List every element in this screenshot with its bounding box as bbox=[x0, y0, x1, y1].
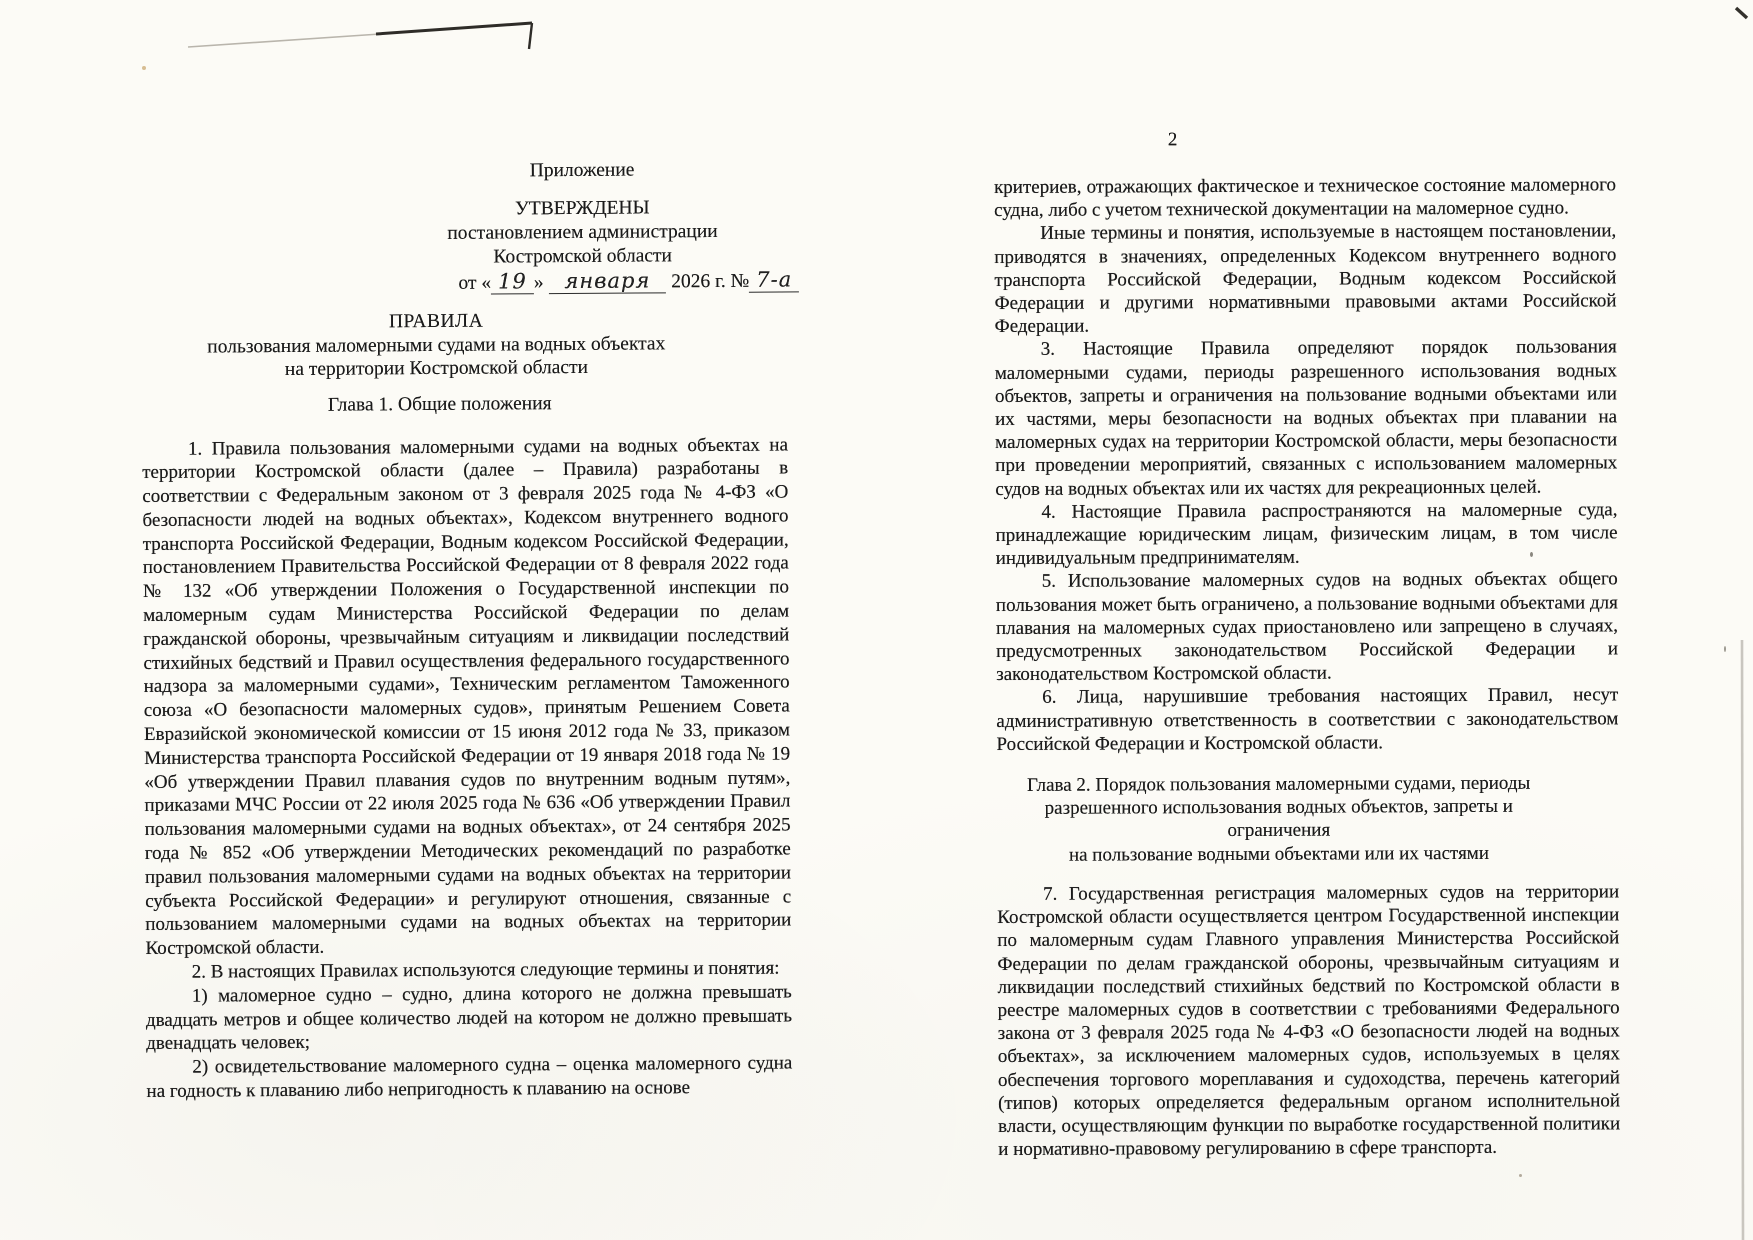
scan-artifact-top-right-tick bbox=[1700, 0, 1753, 30]
handwritten-month: января bbox=[564, 268, 651, 294]
paragraph-3: 3. Настоящие Правила определяют порядок пользования маломерными судами, периоды разрешенного использования водных объектов, запреты и ограничения на пользование водными объектами или их частями, меры безопасности на водных объектах при плавании на маломерных судах на территории Костромской области, меры безопасности при проведении мероприятий, связанных с использованием маломерных судов на водных объектах или их частях для рекреационных целей. bbox=[994, 336, 1618, 500]
paragraph-4: 4. Настоящие Правила распространяются на маломерные суда, принадлежащие юридическим лицам, физическим лицам, в том числе индивидуальным предпринимателям. bbox=[995, 499, 1618, 570]
paragraph-2: 2. В настоящих Правилах используются следующие термины и понятия: bbox=[191, 957, 780, 983]
handwritten-day: 19 bbox=[498, 269, 527, 294]
approval-block bbox=[406, 158, 793, 296]
page-number: 2 bbox=[1167, 129, 1178, 151]
chapter-2-heading bbox=[997, 771, 1619, 867]
title-line-2: пользования маломерными судами на водных объектах bbox=[207, 332, 666, 358]
chapter-2-heading-line-3: на пользование водными объектами или их частями bbox=[1068, 842, 1490, 866]
title-line-3: на территории Костромской области bbox=[284, 356, 589, 380]
date-prefix: от « bbox=[458, 272, 492, 294]
chapter-1-heading: Глава 1. Общие положения bbox=[327, 392, 552, 416]
scan-speck bbox=[142, 66, 146, 70]
paragraph-5: 5. Использование маломерных судов на водных объектах общего пользования может быть ограничено, а пользование водными объектами для плавания на маломерных судах приостановлено или запрещено в случаях, предусмотренных законодательством Российской Федерации и законодательством Костромской области. bbox=[995, 568, 1619, 686]
definition-1: 1) маломерное судно – судно, длина которого не должна превышать двадцать метров и общее количество людей на котором не должно превышать двенадцать человек; bbox=[145, 981, 793, 1055]
scan-speck bbox=[1519, 1174, 1522, 1177]
scan-speck bbox=[1724, 646, 1726, 652]
page-1 bbox=[140, 157, 793, 1103]
chapter-2-heading-line-1: Глава 2. Порядок пользования маломерными судами, периоды bbox=[1026, 772, 1531, 796]
approval-by-line: постановлением администрации bbox=[447, 220, 718, 244]
definition-2: 2) освидетельствование маломерного судна – оценка маломерного судна на годность к плаванию либо непригодность к плаванию на основе bbox=[146, 1052, 793, 1102]
date-close-quote: » bbox=[533, 272, 544, 294]
annex-label: Приложение bbox=[529, 159, 635, 182]
title-line-1: ПРАВИЛА bbox=[388, 310, 484, 333]
other-terms-paragraph: Иные термины и понятия, используемые в настоящем постановлении, приводятся в значениях, определенных Кодексом внутреннего водного транспорта Российской Федерации, Водным кодексом Российской Федерации и другими нормативными правовыми актами Российской Федерации. bbox=[994, 220, 1617, 338]
paragraph-1: 1. Правила пользования маломерными судами на водных объектах на территории Костромской области (далее – Правила) разработаны в соответствии с Федеральным законом от 3 февраля 2025 года № 4-ФЗ «О безопасности людей на водных объектах», Кодексом внутреннего водного транспорта Российской Федерации, Водным кодексом Российской Федерации, постановлением Правительства Российской Федерации от 8 февраля 2022 года № 132 «Об утверждении Положения о Государственной инспекции по маломерным судам Министерства Российской Федерации по делам гражданской обороны, чрезвычайным ситуациям и ликвидации последствий стихийных бедствий и Правил осуществления федерального государственного надзора за маломерными судами», Техническим регламентом Таможенного союза «О безопасности маломерных судов», принятым Решением Совета Евразийской экономической комиссии от 15 июня 2012 года № 33, приказом Министерства транспорта Российской Федерации от 19 января 2018 года № 19 «Об утверждении Правил плавания судов по внутренним водным путям», приказами МЧС России от 22 июля 2025 года № 636 «Об утверждении Правил пользования маломерными судами на водных объектах», от 24 сентября 2025 года № 852 «Об утверждении Методических рекомендаций по разработке правил пользования маломерными судами на водных объектах на территории субъекта Российской Федерации» и регулируют отношения, связанные с пользованием маломерными судами на водных объектах на территории Костромской области. bbox=[142, 433, 792, 960]
paragraph-6: 6. Лица, нарушившие требования настоящих Правил, несут административную ответственность в соответствии с законодательством Российской Федерации и Костромской области. bbox=[996, 684, 1619, 755]
handwritten-doc-number: 7-а bbox=[756, 267, 793, 292]
continuation-paragraph: критериев, отражающих фактическое и техническое состояние маломерного судна, либо с учетом технической документации на маломерное судно. bbox=[994, 174, 1617, 222]
approval-by-line: Костромской области bbox=[493, 245, 673, 268]
date-year-part: 2026 г. № bbox=[671, 270, 750, 293]
page-2 bbox=[994, 129, 1621, 1161]
scan-artifact-top-left-page-edge bbox=[0, 0, 600, 70]
approval-date-line bbox=[453, 269, 805, 295]
page-1-body bbox=[142, 433, 793, 1104]
chapter-2-heading-line-2: разрешенного использования водных объектов, запреты и ограничения bbox=[1044, 796, 1513, 842]
paragraph-7: 7. Государственная регистрация маломерных судов на территории Костромской области осуществляется центром Государственной инспекции по маломерным судам Главного управления Министерства Российской Федерации по делам гражданской обороны, чрезвычайным ситуациям и ликвидации последствий стихийных бедствий по Костромской области в реестре маломерных судов в соответствии с требованиями Федерального закона от 3 февраля 2025 года № 4-ФЗ «О безопасности людей на водных объектах», за исключением маломерных судов, используемых в целях обеспечения торгового мореплавания и судоходства, перечень категорий (типов) которых определяется федеральным органом исполнительной власти, осуществляющим функции по выработке государственной политики и нормативно-правовому регулированию в сфере транспорта. bbox=[997, 881, 1621, 1161]
scan-artifact-right-page-edge bbox=[1730, 640, 1753, 1240]
approved-label: УТВЕРЖДЕНЫ bbox=[514, 197, 650, 220]
document-title bbox=[141, 307, 787, 382]
